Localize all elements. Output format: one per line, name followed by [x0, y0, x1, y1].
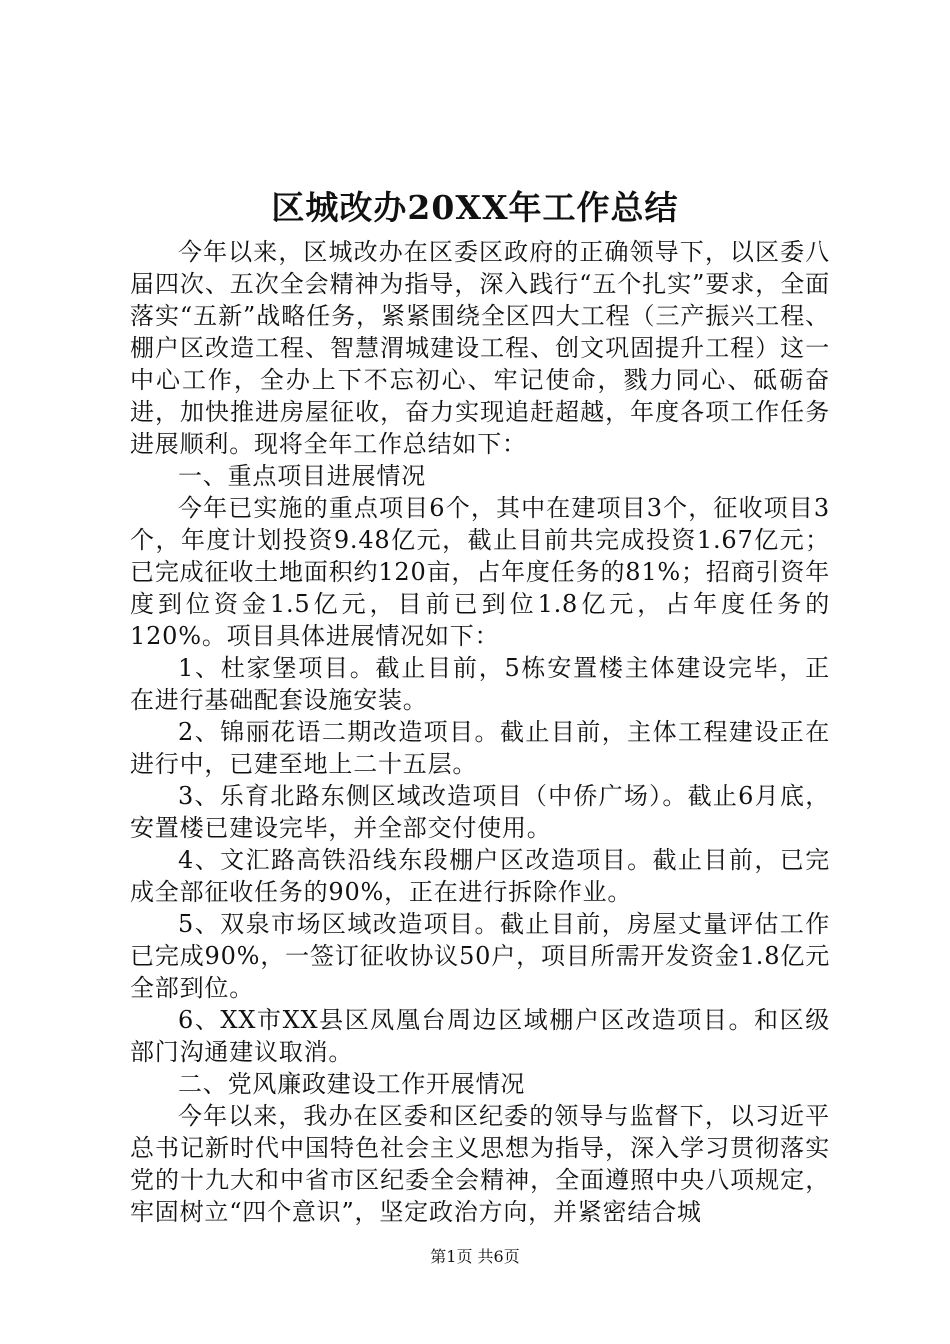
section-heading-1: 一、重点项目进展情况: [178, 462, 426, 490]
project-item-2: 2、锦丽花语二期改造项目。截止目前，主体工程建设正在进行中，已建至地上二十五层。: [130, 718, 830, 778]
section-heading-2: 二、党风廉政建设工作开展情况: [178, 1070, 526, 1098]
project-item-1: 1、杜家堡项目。截止目前，5栋安置楼主体建设完毕，正在进行基础配套设施安装。: [130, 654, 830, 714]
projects-summary-paragraph: 今年已实施的重点项目6个，其中在建项目3个，征收项目3个，年度计划投资9.48亿元，截止目前共完成投资1.67亿元；已完成征收土地面积约120亩，占年度任务的81%；招商引资年度到位资金1.5亿元，目前已到位1.8亿元，占年度任务的120%。项目具体进展情况如下：: [130, 494, 830, 650]
project-item-5: 5、双泉市场区域改造项目。截止目前，房屋丈量评估工作已完成90%，一签订征收协议50户，项目所需开发资金1.8亿元全部到位。: [130, 910, 830, 1002]
project-item-3: 3、乐育北路东侧区域改造项目（中侨广场）。截止6月底，安置楼已建设完毕，并全部交付使用。: [130, 782, 830, 842]
intro-paragraph: 今年以来，区城改办在区委区政府的正确领导下，以区委八届四次、五次全会精神为指导，深入践行“五个扎实”要求，全面落实“五新”战略任务，紧紧围绕全区四大工程（三产振兴工程、棚户区改造工程、智慧渭城建设工程、创文巩固提升工程）这一中心工作，全办上下不忘初心、牢记使命，戮力同心、砥砺奋进，加快推进房屋征收，奋力实现追赶超越，年度各项工作任务进展顺利。现将全年工作总结如下：: [130, 238, 830, 458]
project-item-6: 6、XX市XX县区凤凰台周边区域棚户区改造项目。和区级部门沟通建议取消。: [130, 1006, 830, 1066]
page-number-footer: 第1页 共6页: [430, 1247, 520, 1266]
document-body: [130, 236, 830, 1228]
party-building-paragraph: 今年以来，我办在区委和区纪委的领导与监督下，以习近平总书记新时代中国特色社会主义思想为指导，深入学习贯彻落实党的十九大和中省市区纪委全会精神，全面遵照中央八项规定，牢固树立“四个意识”，坚定政治方向，并紧密结合城: [130, 1102, 830, 1226]
project-item-4: 4、文汇路高铁沿线东段棚户区改造项目。截止目前，已完成全部征收任务的90%，正在进行拆除作业。: [130, 846, 830, 906]
document-title: 区城改办20XX年工作总结: [271, 188, 679, 227]
